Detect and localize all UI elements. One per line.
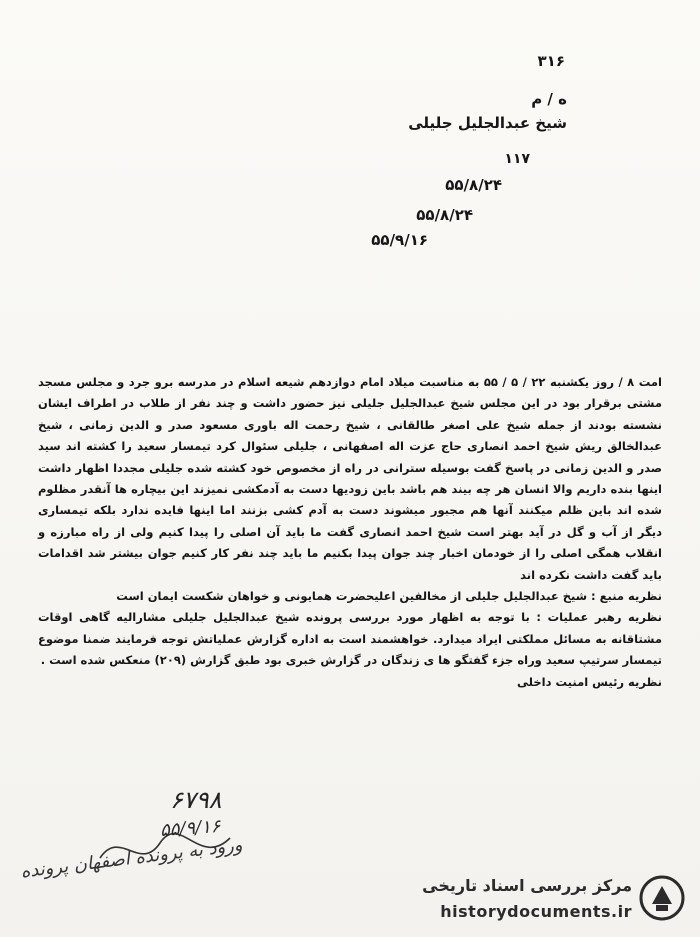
document-date-3: ۵۵/۹/۱۶ [371,231,428,249]
operations-opinion-paragraph: نظریه رهبر عملیات : با توجه به اظهار مورد بررسی پرونده شیخ عبدالجلیل جلیلی مشارالیه گاهی اوقات مشتاقانه به مسائل مملکتی ایراد میدارد. خواهشمند است به اداره گزارش عملیاتش توجه فرمایند ضمنا موضوع تیمسار سرتیپ سعید وراه جزء گفتگو ها ی زندگان در گزارش خبری بود طبق گزارش (۲۰۹) منعکس شده است . [38,610,662,668]
handwritten-note: ورود به پرونده اصفهان پرونده [19,834,244,883]
document-date-1: ۵۵/۸/۲۴ [445,176,502,194]
source-opinion-paragraph: نظریه منبع : شیخ عبدالجلیل جلیلی از مخالفین اعلیحضرت همایونی و خواهان شکست ایمان است [116,589,662,604]
archive-logo-icon [638,874,686,922]
document-reference: ۱۱۷ [504,151,530,167]
document-date-2: ۵۵/۸/۲۴ [416,206,473,224]
watermark-title: مرکز بررسی اسناد تاریخی [422,876,632,895]
document-recipient: ه / م [531,90,567,108]
watermark-url: historydocuments.ir [440,902,632,921]
report-paragraph: امت ۸ / روز یکشنبه ۲۲ / ۵ / ۵۵ به مناسبت میلاد امام دوازدهم شیعه اسلام در مدرسه برو جرد و مجلس مسجد مشتی برقرار بود در این مجلس شیخ عبدالجلیل جلیلی نیز حضور داشت و چند نفر از طلاب در اطراف ایشان نشسته بودند از جمله شیخ علی اصغر طالقانی ، شیخ رحمت اله باوری مسعود صدر و الدین زمانی ، شیخ عبدالخالق ریش شیخ احمد انصاری حاج عزت اله اصفهانی ، جلیلی سئوال کرد تیمسار سعید را کشته اند سید صدر و الدین زمانی در پاسخ گفت بوسیله سترانی در راه از مخصوص خود کشته شده جلیلی مجددا اظهار داشت اینها بنده داریم والا انسان هر چه بیند هم باشد باین زودیها دست به آدمکشی نمیزند این بیچاره ها آنقدر مظلوم شده اند باین ظلم میکنند آنها هم مجبور میشوند دست به آدم کشی بزنند اما اینها فایده ندارد بلکه تیمساری دیگر از آب و گل در آید بهتر است شیخ احمد انصاری گفت ما باید آن اصلی را پیدا کنیم ولی از راه مبارزه و انقلاب همگی اصلی را از خودمان اخبار چند جوان پیدا بکنیم ما باید چند نفر کار کنیم جوان بیشتر شد اقدامات باید گفت داشت نکرده اند [38,375,662,582]
document-number: ۳۱۶ [537,52,565,70]
handwritten-number: ۶۷۹۸ [170,786,222,814]
archive-watermark [408,868,690,932]
document-body [38,372,662,693]
handwritten-date: ۵۵/۹/۱۶ [159,815,222,842]
closing-line: نظریه رئیس امنیت داخلی [517,674,662,689]
document-subject: شیخ عبدالجلیل جلیلی [408,114,567,132]
